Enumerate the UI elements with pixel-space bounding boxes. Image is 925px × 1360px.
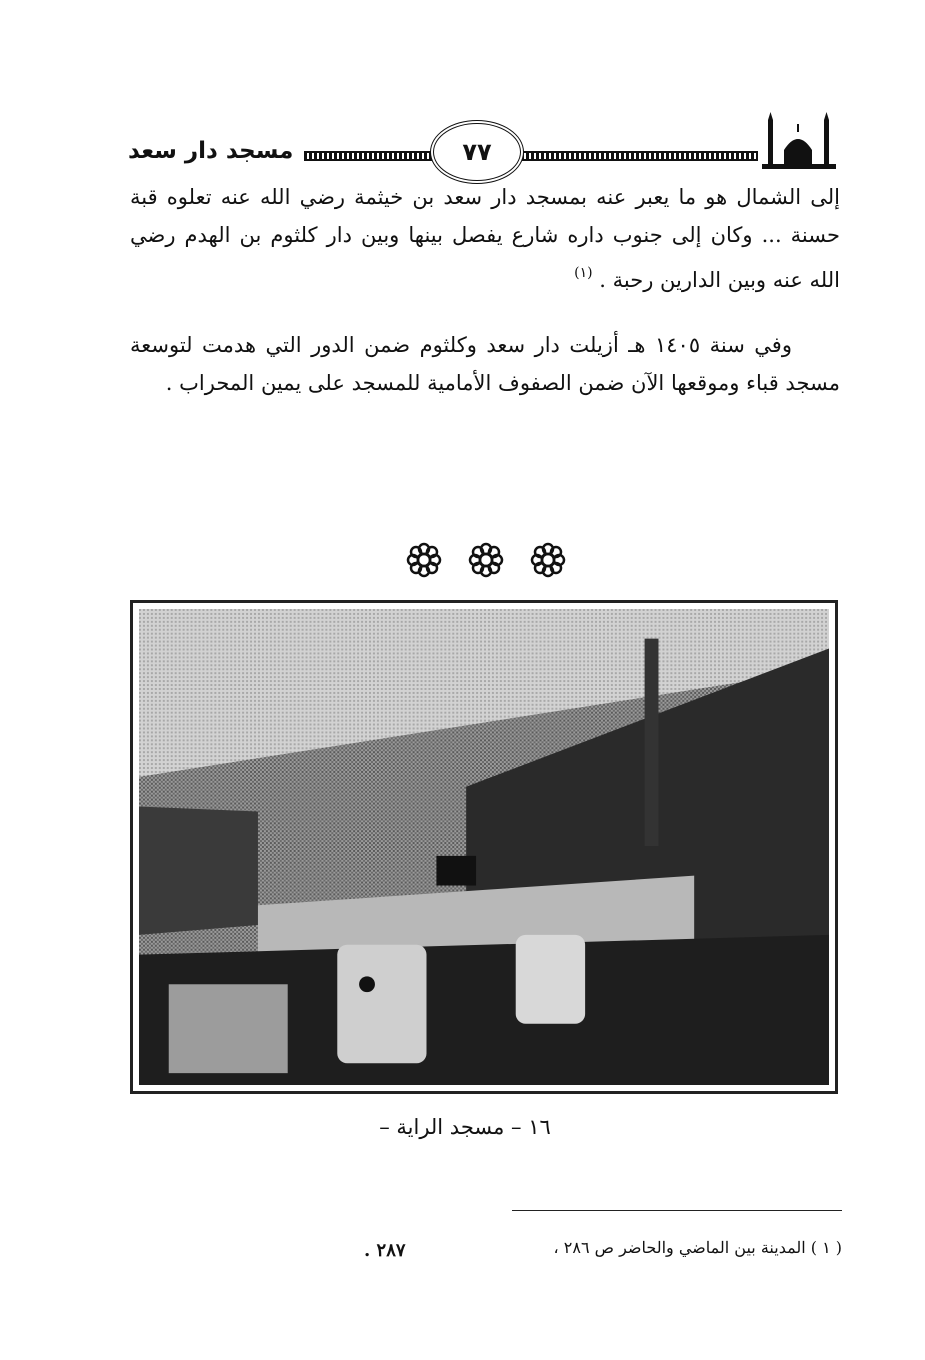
chapter-number: ٧٧ (462, 138, 492, 166)
paragraph-2 (130, 326, 840, 402)
flower-icon (532, 544, 564, 576)
paragraph-1 (130, 178, 840, 299)
figure-caption: ١٦ – مسجد الراية – (379, 1115, 551, 1139)
chapter-number-badge (430, 120, 524, 184)
mosque-icon (760, 110, 840, 172)
mosque-photo (139, 609, 829, 1085)
chain-ornament-right (516, 151, 758, 161)
page-number: ٢٨٧ . (364, 1240, 406, 1261)
flower-ornament (402, 540, 570, 580)
mosque-photo-frame (130, 600, 838, 1094)
paragraph-1-text: إلى الشمال هو ما يعبر عنه بمسجد دار سعد بن خيثمة رضي الله عنه تعلوه قبة حسنة ... وكان إلى جنوب داره شارع يفصل بينها وبين دار كلثوم بن الهدم رضي الله عنه وبين الدارين رحبة . (130, 185, 840, 292)
footnote-marker: (١) (574, 265, 593, 281)
flower-icon (470, 544, 502, 576)
footnote: ( ١ ) المدينة بين الماضي والحاضر ص ٢٨٦ ، (553, 1238, 842, 1257)
flower-icon (408, 544, 440, 576)
footnote-divider (512, 1210, 842, 1211)
running-title: مسجد دار سعد (128, 138, 294, 164)
paragraph-2-text: وفي سنة ١٤٠٥ هـ أزيلت دار سعد وكلثوم ضمن الدور التي هدمت لتوسعة مسجد قباء وموقعها الآن ضمن الصفوف الأمامية للمسجد على يمين المحراب . (130, 333, 840, 395)
chain-ornament-left (304, 151, 432, 161)
